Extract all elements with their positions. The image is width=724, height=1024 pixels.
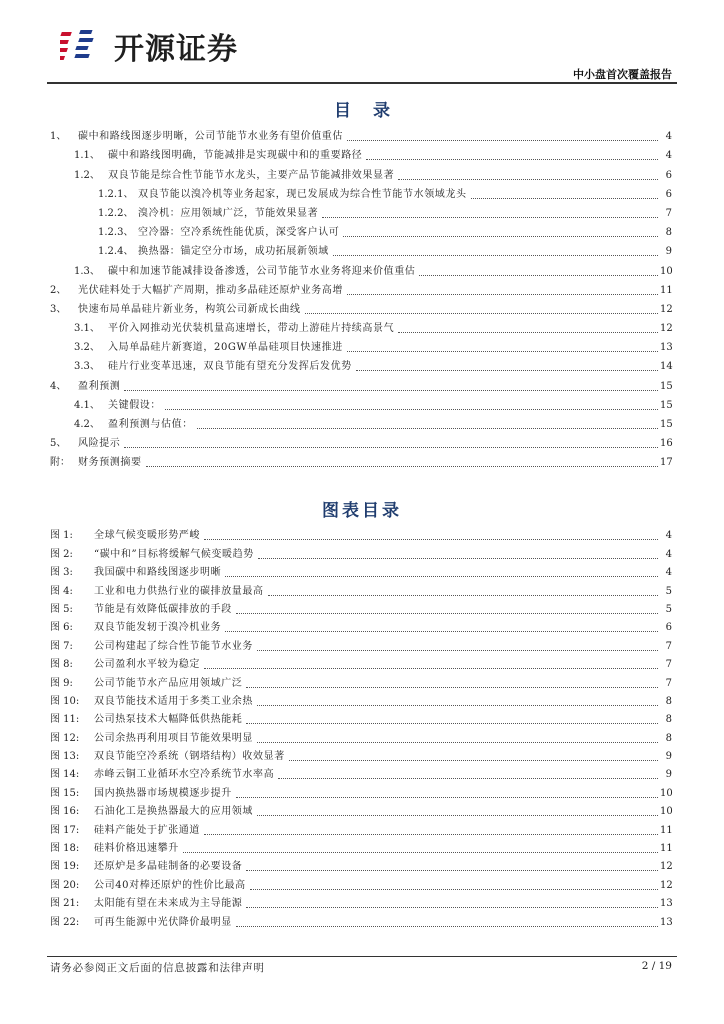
toc-entry-text: 溴冷机：应用领域广泛，节能效果显著 <box>138 207 319 219</box>
dot-leader <box>257 741 658 743</box>
toc-entry-page: 12 <box>660 323 673 335</box>
toc-entry-page: 6 <box>665 188 672 200</box>
toc-entry-number: 1.2、 <box>74 169 100 181</box>
toc-entry-page: 4 <box>665 131 672 143</box>
toc-entry-text: 硅片行业变革迅速，双良节能有望充分发挥后发优势 <box>108 361 352 373</box>
figure-entry-page: 8 <box>665 732 672 744</box>
toc-entry-page: 4 <box>665 150 672 162</box>
figure-entry-number: 图 3: <box>50 567 73 579</box>
figure-entry-page: 11 <box>660 843 673 855</box>
toc-entry-text: 双良节能以溴冷机等业务起家，现已发展成为综合性节能节水领域龙头 <box>138 188 467 200</box>
figure-entry-number: 图 11: <box>50 714 80 726</box>
dot-leader <box>246 722 658 724</box>
figure-entry-page: 10 <box>660 806 673 818</box>
toc-entry-number: 1、 <box>50 131 67 143</box>
toc-entry[interactable] <box>50 354 672 373</box>
dot-leader <box>236 612 658 614</box>
dot-leader <box>197 427 658 429</box>
toc-entry[interactable] <box>50 239 672 258</box>
toc-entry-page: 7 <box>665 207 672 219</box>
dot-leader <box>236 925 658 927</box>
figure-entry-text: 公司盈利水平较为稳定 <box>94 659 200 671</box>
toc-entry-text: 快速布局单晶硅片新业务，构筑公司新成长曲线 <box>78 303 301 315</box>
figure-entry[interactable] <box>50 781 672 799</box>
figure-entry-number: 图 18: <box>50 843 80 855</box>
toc-entry-number: 2、 <box>50 284 67 296</box>
dot-leader <box>258 557 658 559</box>
toc-entry-page: 9 <box>665 246 672 258</box>
toc-entry-number: 1.1、 <box>74 150 100 162</box>
figure-entry-page: 9 <box>665 769 672 781</box>
toc-entry-text: 盈利预测与估值： <box>108 419 193 430</box>
toc-entry[interactable] <box>50 373 672 392</box>
toc-entry-page: 15 <box>660 419 673 430</box>
figure-entry-text: 公司构建起了综合性节能节水业务 <box>94 640 253 652</box>
toc-entry-number: 1.2.1、 <box>98 188 134 200</box>
toc-entry[interactable] <box>50 162 672 181</box>
figure-entry[interactable] <box>50 708 672 726</box>
figure-entry[interactable] <box>50 873 672 891</box>
toc-entry-page: 10 <box>660 265 673 277</box>
dot-leader <box>305 312 658 314</box>
figure-entry[interactable] <box>50 542 672 560</box>
toc-entry-number: 4、 <box>50 380 67 392</box>
toc-entry-page: 15 <box>660 380 673 392</box>
figure-entry-text: 公司热泵技术大幅降低供热能耗 <box>94 714 243 726</box>
header-divider <box>47 82 677 84</box>
table-of-contents <box>50 124 672 469</box>
figure-entry-text: 硅料价格迅速攀升 <box>94 843 179 855</box>
figure-entry-number: 图 15: <box>50 787 80 799</box>
dot-leader <box>246 906 658 908</box>
figure-entry[interactable] <box>50 892 672 910</box>
figure-entry[interactable] <box>50 855 672 873</box>
figure-entry-number: 图 14: <box>50 769 80 781</box>
figure-entry-number: 图 17: <box>50 824 80 836</box>
toc-entry-number: 4.2、 <box>74 419 100 430</box>
footer-divider <box>47 956 677 957</box>
toc-entry-page: 15 <box>660 399 673 411</box>
toc-entry-text: 碳中和路线图明确，节能减排是实现碳中和的重要路径 <box>108 150 363 162</box>
toc-entry[interactable] <box>50 201 672 220</box>
figure-entry-text: 可再生能源中光伏降价最明显 <box>94 916 232 928</box>
figure-entry-page: 8 <box>665 695 672 707</box>
figure-entry-number: 图 2: <box>50 548 73 560</box>
figure-entry-text: “碳中和”目标将缓解气候变暖趋势 <box>94 548 254 560</box>
toc-entry-number: 1.3、 <box>74 265 100 277</box>
figure-entry-page: 5 <box>665 585 672 597</box>
figure-entry-page: 12 <box>660 879 673 891</box>
figure-list-title: 图表目录 <box>322 501 402 521</box>
toc-entry-text: 风险提示 <box>78 438 121 450</box>
figure-entry-page: 10 <box>660 787 673 799</box>
page-number: 2 / 19 <box>641 960 672 972</box>
toc-entry-text: 双良节能是综合性节能节水龙头，主要产品节能减排效果显著 <box>108 169 395 181</box>
toc-entry[interactable] <box>50 143 672 162</box>
figure-entry-page: 11 <box>660 824 673 836</box>
dot-leader <box>257 649 658 651</box>
figure-entry-page: 7 <box>665 659 672 671</box>
toc-entry-number: 3.2、 <box>74 342 100 354</box>
figure-entry-page: 4 <box>665 530 672 542</box>
dot-leader <box>366 158 658 160</box>
figure-entry[interactable] <box>50 561 672 579</box>
figure-entry-text: 石油化工是换热器最大的应用领域 <box>94 806 253 818</box>
toc-entry-number: 1.2.3、 <box>98 227 134 239</box>
dot-leader <box>236 796 658 798</box>
figure-entry[interactable] <box>50 579 672 597</box>
dot-leader <box>347 350 658 352</box>
dot-leader <box>289 759 658 761</box>
toc-entry[interactable] <box>50 220 672 239</box>
dot-leader <box>278 777 658 779</box>
figure-entry[interactable] <box>50 616 672 634</box>
toc-entry[interactable] <box>50 258 672 277</box>
toc-entry[interactable] <box>50 393 672 412</box>
figure-entry-page: 5 <box>665 603 672 615</box>
figure-entry-number: 图 21: <box>50 898 80 910</box>
figure-entry-number: 图 12: <box>50 732 80 744</box>
toc-entry-text: 财务预测摘要 <box>78 457 142 469</box>
dot-leader <box>356 369 658 371</box>
toc-entry[interactable] <box>50 182 672 201</box>
toc-entry-page: 17 <box>660 457 673 469</box>
figure-entry-text: 国内换热器市场规模逐步提升 <box>94 787 232 799</box>
figure-entry-page: 9 <box>665 751 672 763</box>
toc-entry-text: 盈利预测 <box>78 380 121 392</box>
figure-entry-number: 图 1: <box>50 530 73 542</box>
figure-entry-number: 图 19: <box>50 861 80 873</box>
logo-text: 开源证券 <box>114 32 238 67</box>
dot-leader <box>419 274 658 276</box>
toc-entry-text: 碳中和路线图逐步明晰，公司节能节水业务有望价值重估 <box>78 131 343 143</box>
figure-entry-number: 图 7: <box>50 640 73 652</box>
dot-leader <box>322 216 658 218</box>
figure-entry[interactable] <box>50 598 672 616</box>
figure-entry[interactable] <box>50 818 672 836</box>
figure-entry[interactable] <box>50 745 672 763</box>
figure-entry-text: 公司节能节水产品应用领域广泛 <box>94 677 243 689</box>
figure-entry-page: 13 <box>660 898 673 910</box>
toc-entry-page: 13 <box>660 342 673 354</box>
figure-entry[interactable] <box>50 726 672 744</box>
figure-entry-text: 硅料产能处于扩张通道 <box>94 824 200 836</box>
toc-entry-number: 3.1、 <box>74 323 100 335</box>
toc-entry-page: 6 <box>665 169 672 181</box>
footer-disclaimer: 请务必参阅正文后面的信息披露和法律声明 <box>50 962 265 974</box>
toc-entry[interactable] <box>50 297 672 316</box>
figure-entry-text: 双良节能空冷系统（钢塔结构）收效显著 <box>94 751 285 763</box>
dot-leader <box>146 465 658 467</box>
dot-leader <box>250 888 658 890</box>
toc-entry-page: 8 <box>665 227 672 239</box>
figure-entry[interactable] <box>50 763 672 781</box>
toc-entry-text: 光伏硅料处于大幅扩产周期，推动多晶硅还原炉业务高增 <box>78 284 343 296</box>
dot-leader <box>398 178 658 180</box>
figure-entry-text: 双良节能发轫于溴冷机业务 <box>94 622 222 634</box>
dot-leader <box>124 389 658 391</box>
figure-entry-page: 4 <box>665 567 672 579</box>
figure-entry-text: 我国碳中和路线图逐步明晰 <box>94 567 222 579</box>
dot-leader <box>257 814 658 816</box>
figure-entry-text: 节能是有效降低碳排放的手段 <box>94 603 232 615</box>
toc-entry[interactable] <box>50 431 672 450</box>
toc-entry-text: 平价入网推动光伏装机量高速增长，带动上游硅片持续高景气 <box>108 323 395 335</box>
figure-entry-number: 图 16: <box>50 806 80 818</box>
dot-leader <box>347 139 658 141</box>
figure-entry-number: 图 22: <box>50 916 80 928</box>
dot-leader <box>204 833 658 835</box>
toc-entry-text: 关键假设： <box>108 399 161 411</box>
toc-entry-number: 5、 <box>50 438 67 450</box>
toc-entry-page: 16 <box>660 438 673 450</box>
toc-entry[interactable] <box>50 316 672 335</box>
figure-entry-text: 还原炉是多晶硅制备的必要设备 <box>94 861 243 873</box>
toc-entry-page: 12 <box>660 303 673 315</box>
page-header <box>0 0 724 84</box>
figure-entry[interactable] <box>50 910 672 928</box>
toc-title: 目录 <box>334 101 412 121</box>
figure-entry-text: 公司余热再利用项目节能效果明显 <box>94 732 253 744</box>
toc-entry-text: 空冷器：空冷系统性能优质，深受客户认可 <box>138 227 340 239</box>
figure-entry[interactable] <box>50 671 672 689</box>
dot-leader <box>246 686 658 688</box>
toc-entry[interactable] <box>50 412 672 431</box>
dot-leader <box>124 446 658 448</box>
figure-entry[interactable] <box>50 837 672 855</box>
figure-entry-number: 图 9: <box>50 677 73 689</box>
figure-entry-page: 7 <box>665 677 672 689</box>
figure-entry-page: 6 <box>665 622 672 634</box>
dot-leader <box>183 851 658 853</box>
dot-leader <box>343 235 658 237</box>
toc-entry[interactable] <box>50 450 672 469</box>
dot-leader <box>333 254 658 256</box>
toc-entry-number: 3、 <box>50 303 67 315</box>
dot-leader <box>268 594 658 596</box>
figure-entry-number: 图 5: <box>50 603 73 615</box>
toc-entry-number: 3.3、 <box>74 361 100 373</box>
toc-entry-text: 入局单晶硅片新赛道，20GW单晶硅项目快速推进 <box>108 342 343 354</box>
dot-leader <box>246 869 658 871</box>
figure-entry-number: 图 10: <box>50 695 80 707</box>
figure-entry-number: 图 8: <box>50 659 73 671</box>
toc-entry[interactable] <box>50 278 672 297</box>
figure-entry-page: 13 <box>660 916 673 928</box>
toc-entry-number: 1.2.2、 <box>98 207 134 219</box>
figure-entry[interactable] <box>50 800 672 818</box>
toc-entry-number: 4.1、 <box>74 399 100 411</box>
figure-entry-text: 赤峰云铜工业循环水空冷系统节水率高 <box>94 769 275 781</box>
figure-entry-text: 双良节能技术适用于多类工业余热 <box>94 695 253 707</box>
figure-entry-number: 图 6: <box>50 622 73 634</box>
figure-entry-page: 12 <box>660 861 673 873</box>
toc-entry[interactable] <box>50 335 672 354</box>
figure-entry-number: 图 13: <box>50 751 80 763</box>
figure-entry-text: 全球气候变暖形势严峻 <box>94 530 200 542</box>
dot-leader <box>225 630 658 632</box>
dot-leader <box>471 197 658 199</box>
dot-leader <box>257 704 658 706</box>
toc-entry-page: 14 <box>660 361 673 373</box>
toc-entry-page: 11 <box>660 284 673 296</box>
dot-leader <box>225 575 658 577</box>
toc-entry-number: 1.2.4、 <box>98 246 134 258</box>
figure-entry-page: 8 <box>665 714 672 726</box>
toc-entry-number: 附： <box>50 457 70 469</box>
dot-leader <box>165 408 658 410</box>
dot-leader <box>204 538 658 540</box>
toc-entry[interactable] <box>50 124 672 143</box>
figure-entry[interactable] <box>50 524 672 542</box>
dot-leader <box>347 293 658 295</box>
figure-list <box>50 524 672 929</box>
report-type-label: 中小盘首次覆盖报告 <box>573 68 672 81</box>
figure-entry-number: 图 20: <box>50 879 80 891</box>
figure-entry[interactable] <box>50 634 672 652</box>
figure-entry-page: 4 <box>665 548 672 560</box>
figure-entry-number: 图 4: <box>50 585 73 597</box>
figure-entry[interactable] <box>50 690 672 708</box>
figure-entry-text: 工业和电力供热行业的碳排放量最高 <box>94 585 264 597</box>
figure-entry-text: 公司40对棒还原炉的性价比最高 <box>94 879 246 891</box>
toc-entry-text: 碳中和加速节能减排设备渗透，公司节能节水业务将迎来价值重估 <box>108 265 416 277</box>
dot-leader <box>398 331 658 333</box>
figure-entry-page: 7 <box>665 640 672 652</box>
logo-mark-icon <box>60 26 106 66</box>
figure-entry-text: 太阳能有望在未来成为主导能源 <box>94 898 243 910</box>
dot-leader <box>204 667 658 669</box>
figure-entry[interactable] <box>50 653 672 671</box>
toc-entry-text: 换热器：锚定空分市场，成功拓展新领域 <box>138 246 329 258</box>
company-logo <box>60 26 238 66</box>
